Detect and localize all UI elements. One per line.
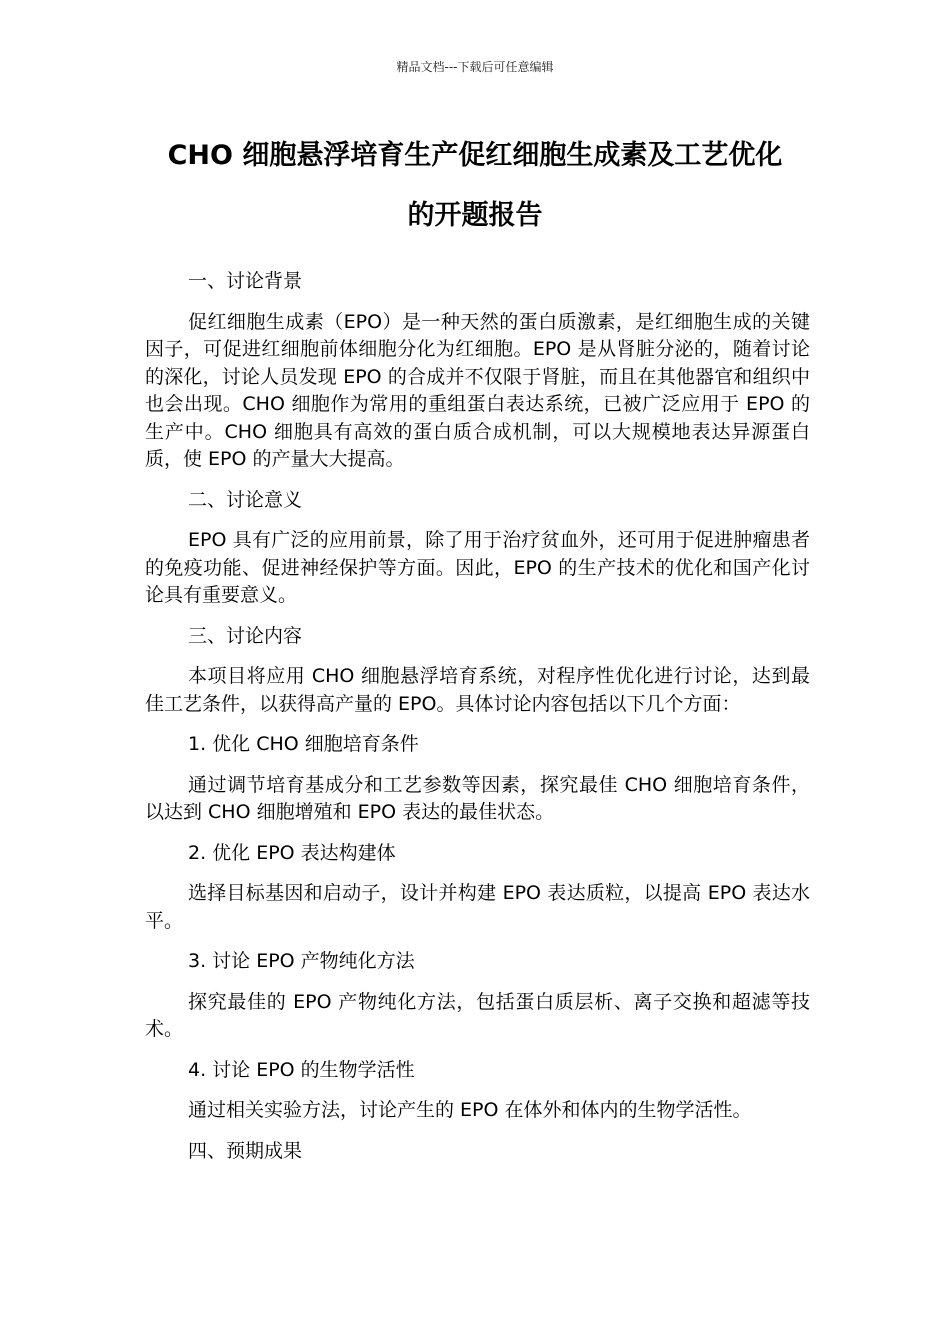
document-body bbox=[145, 268, 810, 1165]
item-paragraph-2: 选择目标基因和启动子，设计并构建 EPO 表达质粒，以提高 EPO 表达水平。 bbox=[145, 882, 810, 932]
item-heading-2: 2. 优化 EPO 表达构建体 bbox=[188, 841, 396, 864]
item-heading-1: 1. 优化 CHO 细胞培育条件 bbox=[188, 733, 419, 755]
section-heading-expected-results: 四、预期成果 bbox=[188, 1139, 303, 1162]
item-paragraph-1: 通过调节培育基成分和工艺参数等因素，探究最佳 CHO 细胞培育条件，以达到 CHO 细胞增殖和 EPO 表达的最佳状态。 bbox=[145, 773, 810, 823]
title-line-1: CHO 细胞悬浮培育生产促红细胞生成素及工艺优化 bbox=[167, 140, 783, 171]
section-heading-content: 三、讨论内容 bbox=[188, 624, 303, 647]
item-paragraph-4: 通过相关实验方法，讨论产生的 EPO 在体外和体内的生物学活性。 bbox=[188, 1099, 752, 1121]
item-heading-3: 3. 讨论 EPO 产物纯化方法 bbox=[188, 950, 415, 972]
title-line-2: 的开题报告 bbox=[407, 200, 543, 231]
section-heading-background: 一、讨论背景 bbox=[188, 270, 303, 292]
item-heading-4: 4. 讨论 EPO 的生物学活性 bbox=[188, 1058, 415, 1081]
header-note: 精品文档---下载后可任意编辑 bbox=[396, 60, 554, 74]
section-heading-significance: 二、讨论意义 bbox=[188, 488, 303, 511]
item-paragraph-3: 探究最佳的 EPO 产物纯化方法，包括蛋白质层析、离子交换和超滤等技术。 bbox=[145, 990, 810, 1040]
paragraph-content: 本项目将应用 CHO 细胞悬浮培育系统，对程序性优化进行讨论，达到最佳工艺条件，以获得高产量的 EPO。具体讨论内容包括以下几个方面： bbox=[145, 665, 810, 715]
page-title bbox=[130, 126, 820, 246]
paragraph-significance: EPO 具有广泛的应用前景，除了用于治疗贫血外，还可用于促进肿瘤患者的免疫功能、促进神经保护等方面。因此，EPO 的生产技术的优化和国产化讨论具有重要意义。 bbox=[145, 529, 810, 606]
paragraph-background: 促红细胞生成素（EPO）是一种天然的蛋白质激素，是红细胞生成的关键因子，可促进红细胞前体细胞分化为红细胞。EPO 是从肾脏分泌的，随着讨论的深化，讨论人员发现 EPO 的合成并不仅限于肾脏，而且在其他器官和组织中也会出现。CHO 细胞作为常用的重组蛋白表达系统，已被广泛应用于 EPO 的生产中。CHO 细胞具有高效的蛋白质合成机制，可以大规模地表达异源蛋白质，使 EPO 的产量大大提高。 bbox=[145, 310, 810, 470]
